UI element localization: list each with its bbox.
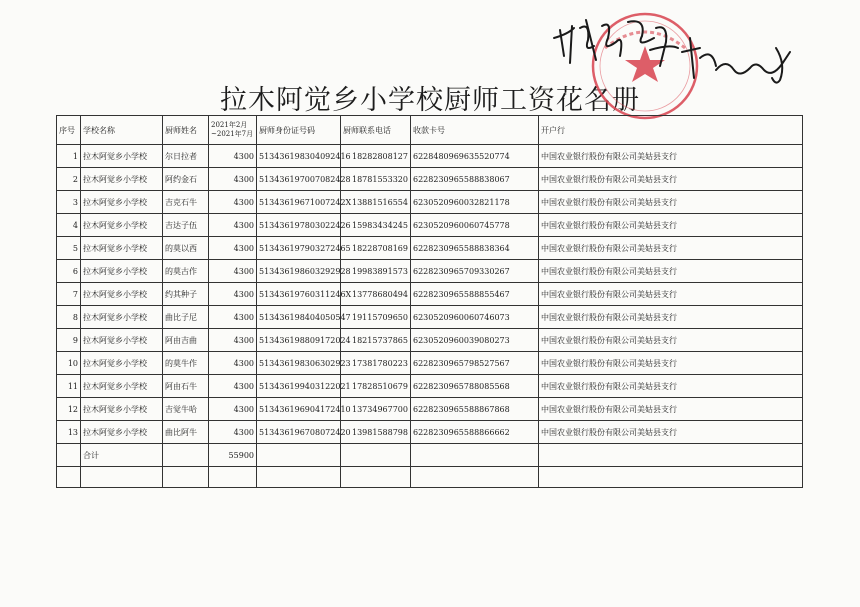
- empty-cell: [411, 444, 539, 467]
- card-number: 6228230965588867868: [411, 398, 539, 421]
- header-period: 2021年2月~2021年7月: [209, 116, 257, 145]
- header-chef-name: 厨师姓名: [163, 116, 209, 145]
- id-number: 513436198404050547: [257, 306, 341, 329]
- table-row: [57, 214, 803, 237]
- table-row: [57, 352, 803, 375]
- card-number: 6230520960032821178: [411, 191, 539, 214]
- row-number: 2: [57, 168, 81, 191]
- row-number: 11: [57, 375, 81, 398]
- phone-number: 17381780223: [341, 352, 411, 375]
- id-number: 51343619671007242X: [257, 191, 341, 214]
- phone-number: 18282808127: [341, 145, 411, 168]
- id-number: 513436198304092416: [257, 145, 341, 168]
- school-name: 拉木阿觉乡小学校: [81, 191, 163, 214]
- table-row: [57, 283, 803, 306]
- school-name: 拉木阿觉乡小学校: [81, 260, 163, 283]
- id-number: 513436197803022426: [257, 214, 341, 237]
- bank-name: 中国农业银行股份有限公司美姑县支行: [539, 329, 803, 352]
- amount: 4300: [209, 352, 257, 375]
- empty-cell: [163, 444, 209, 467]
- chef-name: 阿由吉曲: [163, 329, 209, 352]
- empty-cell: [57, 444, 81, 467]
- bank-name: 中国农业银行股份有限公司美姑县支行: [539, 145, 803, 168]
- id-number: 513436196708072420: [257, 421, 341, 444]
- empty-cell: [57, 467, 81, 488]
- school-name: 拉木阿觉乡小学校: [81, 168, 163, 191]
- card-number: 6230520960060745778: [411, 214, 539, 237]
- bank-name: 中国农业银行股份有限公司美姑县支行: [539, 398, 803, 421]
- header-number: 序号: [57, 116, 81, 145]
- table-row: [57, 237, 803, 260]
- total-label: 合计: [81, 444, 163, 467]
- empty-cell: [539, 467, 803, 488]
- bank-name: 中国农业银行股份有限公司美姑县支行: [539, 168, 803, 191]
- row-number: 3: [57, 191, 81, 214]
- id-number: 513436196904172410: [257, 398, 341, 421]
- id-number: 513436197007082428: [257, 168, 341, 191]
- amount: 4300: [209, 421, 257, 444]
- table-body: [57, 145, 803, 488]
- amount: 4300: [209, 237, 257, 260]
- amount: 4300: [209, 260, 257, 283]
- card-number: 6228230965588866662: [411, 421, 539, 444]
- school-name: 拉木阿觉乡小学校: [81, 352, 163, 375]
- signature-and-seal: [550, 8, 800, 128]
- total-row: [57, 444, 803, 467]
- table-row: [57, 168, 803, 191]
- phone-number: 19983891573: [341, 260, 411, 283]
- chef-name: 阿由石牛: [163, 375, 209, 398]
- bank-name: 中国农业银行股份有限公司美姑县支行: [539, 260, 803, 283]
- empty-cell: [81, 467, 163, 488]
- id-number: 513436197903272465: [257, 237, 341, 260]
- card-number: 6228230965798527567: [411, 352, 539, 375]
- card-number: 6228230965588838067: [411, 168, 539, 191]
- card-number: 6230520960060746073: [411, 306, 539, 329]
- bank-name: 中国农业银行股份有限公司美姑县支行: [539, 352, 803, 375]
- school-name: 拉木阿觉乡小学校: [81, 306, 163, 329]
- salary-roster-table: [56, 115, 803, 488]
- chef-name: 吉达子伍: [163, 214, 209, 237]
- header-phone: 厨师联系电话: [341, 116, 411, 145]
- id-number: 513436198603292928: [257, 260, 341, 283]
- table-row: [57, 375, 803, 398]
- empty-cell: [341, 467, 411, 488]
- school-name: 拉木阿觉乡小学校: [81, 237, 163, 260]
- chef-name: 的莫牛作: [163, 352, 209, 375]
- row-number: 8: [57, 306, 81, 329]
- row-number: 12: [57, 398, 81, 421]
- id-number: 513436198809172024: [257, 329, 341, 352]
- table-row: [57, 260, 803, 283]
- blank-row: [57, 467, 803, 488]
- bank-name: 中国农业银行股份有限公司美姑县支行: [539, 191, 803, 214]
- amount: 4300: [209, 306, 257, 329]
- empty-cell: [257, 444, 341, 467]
- school-name: 拉木阿觉乡小学校: [81, 283, 163, 306]
- row-number: 9: [57, 329, 81, 352]
- chef-name: 尔日拉者: [163, 145, 209, 168]
- empty-cell: [411, 467, 539, 488]
- empty-cell: [163, 467, 209, 488]
- phone-number: 13734967700: [341, 398, 411, 421]
- phone-number: 18781553320: [341, 168, 411, 191]
- row-number: 5: [57, 237, 81, 260]
- row-number: 13: [57, 421, 81, 444]
- header-id-number: 厨师身份证号码: [257, 116, 341, 145]
- chef-name: 曲比子尼: [163, 306, 209, 329]
- table-row: [57, 398, 803, 421]
- phone-number: 19115709650: [341, 306, 411, 329]
- handwritten-signature: [554, 20, 790, 83]
- table-row: [57, 329, 803, 352]
- chef-name: 吉克石牛: [163, 191, 209, 214]
- phone-number: 15983434245: [341, 214, 411, 237]
- id-number: 51343619760311246X: [257, 283, 341, 306]
- total-amount: 55900: [209, 444, 257, 467]
- chef-name: 约其种子: [163, 283, 209, 306]
- school-name: 拉木阿觉乡小学校: [81, 375, 163, 398]
- amount: 4300: [209, 398, 257, 421]
- phone-number: 18228708169: [341, 237, 411, 260]
- card-number: 6228230965788085568: [411, 375, 539, 398]
- document-title: 拉木阿觉乡小学校厨师工资花名册: [220, 85, 640, 116]
- card-number: 6228480969635520774: [411, 145, 539, 168]
- chef-name: 吉觉牛哈: [163, 398, 209, 421]
- empty-cell: [539, 444, 803, 467]
- chef-name: 的莫以西: [163, 237, 209, 260]
- bank-name: 中国农业银行股份有限公司美姑县支行: [539, 283, 803, 306]
- card-number: 6228230965588855467: [411, 283, 539, 306]
- phone-number: 17828510679: [341, 375, 411, 398]
- bank-name: 中国农业银行股份有限公司美姑县支行: [539, 237, 803, 260]
- card-number: 6228230965709330267: [411, 260, 539, 283]
- card-number: 6228230965588838364: [411, 237, 539, 260]
- empty-cell: [209, 467, 257, 488]
- amount: 4300: [209, 329, 257, 352]
- phone-number: 13981588798: [341, 421, 411, 444]
- bank-name: 中国农业银行股份有限公司美姑县支行: [539, 421, 803, 444]
- phone-number: 18215737865: [341, 329, 411, 352]
- empty-cell: [257, 467, 341, 488]
- amount: 4300: [209, 375, 257, 398]
- bank-name: 中国农业银行股份有限公司美姑县支行: [539, 375, 803, 398]
- phone-number: 13778680494: [341, 283, 411, 306]
- chef-name: 曲比阿牛: [163, 421, 209, 444]
- empty-cell: [341, 444, 411, 467]
- bank-name: 中国农业银行股份有限公司美姑县支行: [539, 214, 803, 237]
- school-name: 拉木阿觉乡小学校: [81, 214, 163, 237]
- header-bank: 开户行: [539, 116, 803, 145]
- amount: 4300: [209, 191, 257, 214]
- table-row: [57, 191, 803, 214]
- id-number: 513436199403122021: [257, 375, 341, 398]
- row-number: 1: [57, 145, 81, 168]
- bank-name: 中国农业银行股份有限公司美姑县支行: [539, 306, 803, 329]
- table-row: [57, 145, 803, 168]
- chef-name: 的莫古作: [163, 260, 209, 283]
- row-number: 6: [57, 260, 81, 283]
- row-number: 7: [57, 283, 81, 306]
- table-header-row: [57, 116, 803, 145]
- phone-number: 13881516554: [341, 191, 411, 214]
- header-school: 学校名称: [81, 116, 163, 145]
- row-number: 10: [57, 352, 81, 375]
- school-name: 拉木阿觉乡小学校: [81, 421, 163, 444]
- row-number: 4: [57, 214, 81, 237]
- school-name: 拉木阿觉乡小学校: [81, 145, 163, 168]
- amount: 4300: [209, 283, 257, 306]
- school-name: 拉木阿觉乡小学校: [81, 398, 163, 421]
- header-card-number: 收款卡号: [411, 116, 539, 145]
- school-name: 拉木阿觉乡小学校: [81, 329, 163, 352]
- amount: 4300: [209, 145, 257, 168]
- id-number: 513436198306302923: [257, 352, 341, 375]
- table-row: [57, 421, 803, 444]
- table-row: [57, 306, 803, 329]
- amount: 4300: [209, 168, 257, 191]
- amount: 4300: [209, 214, 257, 237]
- card-number: 6230520960039080273: [411, 329, 539, 352]
- chef-name: 阿约金石: [163, 168, 209, 191]
